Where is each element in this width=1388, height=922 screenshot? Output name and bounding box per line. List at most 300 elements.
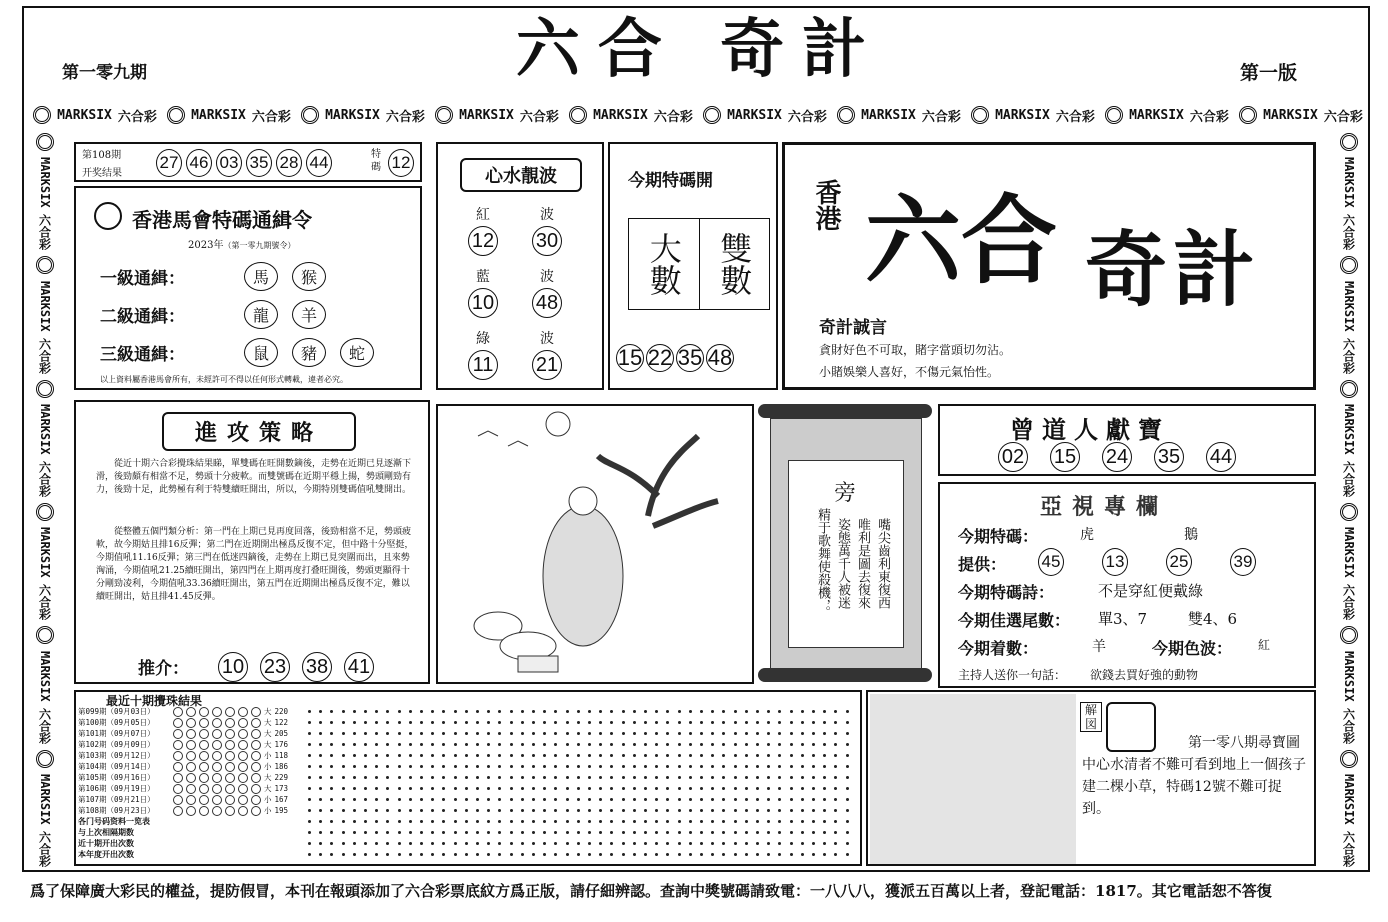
- grid-dot: [375, 853, 378, 856]
- grid-dot: [398, 732, 401, 735]
- grid-dot: [364, 831, 367, 834]
- grid-dot: [599, 831, 602, 834]
- grid-dot: [700, 732, 703, 735]
- puzzle-icon: [1106, 702, 1156, 752]
- grid-dot: [666, 809, 669, 812]
- grid-cell-icon: [212, 795, 222, 805]
- grid-dot: [689, 754, 692, 757]
- grid-dot: [431, 754, 434, 757]
- grid-size: 小: [264, 806, 272, 815]
- asia-label-5: 今期着數：: [958, 639, 1039, 658]
- grid-dot: [398, 787, 401, 790]
- grid-dot: [812, 776, 815, 779]
- puzzle-tag: 解図: [1080, 702, 1102, 732]
- grid-dot: [420, 754, 423, 757]
- grid-cell-icon: [251, 740, 261, 750]
- wave-label: 綠: [476, 331, 490, 347]
- grid-dot: [521, 787, 524, 790]
- band-cn: 六合彩: [37, 707, 52, 744]
- grid-row: [78, 750, 288, 761]
- grid-dot: [510, 732, 513, 735]
- band-item: [971, 106, 1095, 125]
- grid-cell-icon: [225, 751, 235, 761]
- grid-dot: [543, 732, 546, 735]
- grid-cell-icon: [199, 707, 209, 717]
- grid-dot: [745, 842, 748, 845]
- grid-dot: [442, 809, 445, 812]
- flower-icon: [167, 106, 185, 124]
- grid-dot: [398, 765, 401, 768]
- grid-dot: [566, 765, 569, 768]
- grid-dot: [375, 809, 378, 812]
- grid-dot: [801, 732, 804, 735]
- grid-dot: [409, 820, 412, 823]
- grid-dot: [700, 776, 703, 779]
- grid-dot: [420, 732, 423, 735]
- grid-dot: [364, 842, 367, 845]
- grid-dot: [655, 721, 658, 724]
- wanted-row: [100, 338, 374, 367]
- grid-dot: [498, 721, 501, 724]
- band-cn: 六合彩: [519, 109, 559, 125]
- flower-icon: [435, 106, 453, 124]
- grid-dot: [532, 831, 535, 834]
- grid-dot: [823, 765, 826, 768]
- grid-dot: [532, 765, 535, 768]
- result-number: 44: [306, 149, 332, 177]
- band-cn: 六合彩: [37, 584, 52, 621]
- grid-dot: [577, 732, 580, 735]
- grid-dot: [711, 831, 714, 834]
- grid-row: [78, 739, 288, 750]
- grid-dot: [487, 820, 490, 823]
- grid-dot: [588, 743, 591, 746]
- grid-dot: [801, 809, 804, 812]
- grid-dot: [510, 710, 513, 713]
- asia-label-1: 今期特碼：: [958, 527, 1039, 546]
- grid-dot: [319, 820, 322, 823]
- grid-dot: [588, 754, 591, 757]
- grid-dot: [722, 776, 725, 779]
- grid-dot: [711, 798, 714, 801]
- grid-cell-icon: [199, 718, 209, 728]
- grid-dot: [554, 842, 557, 845]
- grid-dot: [812, 732, 815, 735]
- grid-dot: [588, 831, 591, 834]
- grid-dot: [308, 721, 311, 724]
- grid-dot: [543, 809, 546, 812]
- grid-cell-icon: [251, 773, 261, 783]
- grid-row-label: 第106期（09月19日）: [78, 784, 155, 793]
- grid-dot: [790, 710, 793, 713]
- marksix-band-left: [28, 130, 62, 870]
- grid-cell-icon: [225, 707, 235, 717]
- flower-icon: [36, 503, 54, 521]
- wanted-note: 以上資料屬香港馬會所有，未經許可不得以任何形式轉載，違者必究。: [100, 375, 348, 384]
- grid-dot: [398, 743, 401, 746]
- grid-dot: [409, 798, 412, 801]
- grid-dot: [330, 743, 333, 746]
- grid-dot: [801, 820, 804, 823]
- asia-zodiac-2: 鵝: [1184, 527, 1198, 543]
- grid-dot: [554, 776, 557, 779]
- grid-dot: [487, 743, 490, 746]
- grid-dot: [666, 820, 669, 823]
- grid-dot: [622, 798, 625, 801]
- grid-dot: [330, 754, 333, 757]
- wanted-panel: [74, 186, 422, 390]
- wanted-year-text: 2023年: [188, 240, 224, 251]
- grid-dot: [532, 743, 535, 746]
- grid-dot: [678, 765, 681, 768]
- band-cn: 六合彩: [1341, 830, 1356, 867]
- flower-icon: [1340, 380, 1358, 398]
- grid-dot: [801, 787, 804, 790]
- band-cn: 六合彩: [921, 109, 961, 125]
- grid-dot: [734, 820, 737, 823]
- grid-dot: [476, 754, 479, 757]
- grid-dot: [420, 831, 423, 834]
- grid-dot: [454, 765, 457, 768]
- grid-dot: [678, 820, 681, 823]
- grid-cell-icon: [212, 707, 222, 717]
- grid-dot: [319, 787, 322, 790]
- grid-dot: [420, 776, 423, 779]
- grid-dot: [801, 754, 804, 757]
- dao-number: 44: [1206, 442, 1236, 472]
- grid-dot: [353, 754, 356, 757]
- grid-dot: [554, 765, 557, 768]
- grid-dot: [308, 853, 311, 856]
- grid-dot: [409, 809, 412, 812]
- puzzle-panel: [866, 690, 1316, 866]
- grid-dot: [442, 765, 445, 768]
- grid-size: 小: [264, 762, 272, 771]
- grid-dot: [342, 809, 345, 812]
- grid-dot: [566, 820, 569, 823]
- grid-sum: 122: [274, 718, 289, 727]
- grid-dot: [498, 853, 501, 856]
- grid-dot: [622, 787, 625, 790]
- grid-dot: [330, 853, 333, 856]
- band-latin: MARKSIX: [1342, 774, 1356, 825]
- grid-dot: [823, 776, 826, 779]
- scholar-goose-illustration: [438, 406, 752, 682]
- grid-cell-icon: [173, 718, 183, 728]
- grid-dot: [442, 732, 445, 735]
- grid-row: [78, 717, 288, 728]
- wanted-zodiac: 蛇: [340, 338, 374, 367]
- grid-dot: [756, 842, 759, 845]
- grid-dot: [420, 787, 423, 790]
- grid-dot: [319, 743, 322, 746]
- grid-cell-icon: [225, 784, 235, 794]
- flower-icon: [569, 106, 587, 124]
- band-item: [167, 106, 291, 125]
- grid-dot: [342, 721, 345, 724]
- dao-number: 35: [1154, 442, 1184, 472]
- grid-dot: [734, 842, 737, 845]
- grid-dot: [767, 710, 770, 713]
- grid-dot: [610, 787, 613, 790]
- grid-cell-icon: [186, 751, 196, 761]
- grid-dot: [353, 743, 356, 746]
- grid-dot: [823, 721, 826, 724]
- grid-cell-icon: [199, 784, 209, 794]
- grid-dot: [678, 831, 681, 834]
- grid-dot: [308, 820, 311, 823]
- grid-dot: [431, 809, 434, 812]
- grid-dot: [342, 831, 345, 834]
- grid-dot: [566, 809, 569, 812]
- grid-dot: [521, 721, 524, 724]
- grid-dot: [689, 721, 692, 724]
- grid-dot: [566, 743, 569, 746]
- scroll-poem: [814, 508, 890, 619]
- grid-dot: [834, 809, 837, 812]
- grid-cell-icon: [225, 795, 235, 805]
- grid-dot: [330, 831, 333, 834]
- band-cn: 六合彩: [1189, 109, 1229, 125]
- grid-dot: [566, 776, 569, 779]
- grid-dot: [790, 820, 793, 823]
- grid-dot: [633, 787, 636, 790]
- grid-dot: [409, 765, 412, 768]
- asia-label-2: 提供：: [958, 555, 1007, 574]
- grid-cell-icon: [238, 773, 248, 783]
- wave-label: 波: [540, 269, 554, 285]
- asia-poem: 不是穿紅便戴綠: [1098, 582, 1204, 600]
- grid-dot: [711, 842, 714, 845]
- grid-cell-icon: [186, 740, 196, 750]
- band-cn: 六合彩: [37, 460, 52, 497]
- grid-row-label: 第105期（09月16日）: [78, 773, 155, 782]
- wave-label: 波: [540, 207, 554, 223]
- grid-sum: 118: [274, 751, 289, 760]
- grid-dot: [689, 842, 692, 845]
- grid-dot: [554, 710, 557, 713]
- flower-icon: [1340, 256, 1358, 274]
- grid-dot: [577, 809, 580, 812]
- result-number: 27: [156, 149, 182, 177]
- grid-size: 大: [264, 784, 272, 793]
- grid-dot: [767, 820, 770, 823]
- grid-dot: [431, 842, 434, 845]
- grid-rows: [78, 706, 288, 816]
- grid-dot: [622, 776, 625, 779]
- grid-dot: [834, 721, 837, 724]
- grid-dot: [398, 710, 401, 713]
- grid-dot: [622, 743, 625, 746]
- grid-cell-icon: [199, 740, 209, 750]
- wave-label: 紅: [476, 207, 490, 223]
- grid-dot: [487, 809, 490, 812]
- grid-dot: [442, 776, 445, 779]
- grid-dot: [834, 743, 837, 746]
- grid-dot: [846, 721, 849, 724]
- grid-dot: [812, 820, 815, 823]
- grid-dot: [834, 754, 837, 757]
- grid-dot: [812, 853, 815, 856]
- grid-dot: [375, 732, 378, 735]
- grid-size: 大: [264, 773, 272, 782]
- results-numbers: [156, 149, 332, 177]
- grid-dot: [711, 809, 714, 812]
- grid-cell-icon: [225, 729, 235, 739]
- grid-dot: [465, 776, 468, 779]
- grid-dot: [386, 754, 389, 757]
- grid-cell-icon: [199, 806, 209, 816]
- grid-dot: [521, 776, 524, 779]
- grid-row: [78, 761, 288, 772]
- grid-cell-icon: [173, 773, 183, 783]
- band-latin: MARKSIX: [57, 107, 112, 123]
- grid-dot: [386, 721, 389, 724]
- grid-dot: [442, 798, 445, 801]
- waves-title: 心水靚波: [460, 158, 582, 192]
- grid-dot: [834, 787, 837, 790]
- grid-dot: [711, 787, 714, 790]
- scroll-poem-column: 嘴尖齒利東復西: [875, 517, 890, 609]
- grid-dot: [521, 853, 524, 856]
- grid-dot: [722, 809, 725, 812]
- grid-dot: [790, 787, 793, 790]
- grid-dot: [498, 732, 501, 735]
- grid-dot: [700, 710, 703, 713]
- grid-dot: [756, 798, 759, 801]
- grid-dot: [342, 776, 345, 779]
- grid-dot: [745, 743, 748, 746]
- grid-dot: [476, 743, 479, 746]
- grid-dot: [666, 842, 669, 845]
- grid-dot: [342, 787, 345, 790]
- grid-dot: [745, 765, 748, 768]
- grid-row-label: 第107期（09月21日）: [78, 795, 155, 804]
- grid-dot: [756, 776, 759, 779]
- grid-dot: [823, 831, 826, 834]
- grid-dot: [532, 798, 535, 801]
- grid-dot: [308, 743, 311, 746]
- band-latin: MARKSIX: [38, 774, 52, 825]
- grid-dot: [554, 754, 557, 757]
- grid-dot: [588, 710, 591, 713]
- grid-dot: [353, 721, 356, 724]
- grid-dot: [465, 787, 468, 790]
- grid-dot: [644, 853, 647, 856]
- grid-dot: [510, 820, 513, 823]
- grid-dot: [767, 809, 770, 812]
- asia-zodiac-1: 虎: [1080, 527, 1094, 543]
- grid-dot: [431, 776, 434, 779]
- grid-dot: [734, 721, 737, 724]
- grid-dot: [599, 754, 602, 757]
- grid-dot: [823, 798, 826, 801]
- grid-dot: [487, 776, 490, 779]
- grid-dot: [711, 721, 714, 724]
- grid-dot: [442, 820, 445, 823]
- grid-dot: [734, 853, 737, 856]
- grid-dot: [319, 721, 322, 724]
- grid-dot: [375, 820, 378, 823]
- grid-cell-icon: [238, 740, 248, 750]
- grid-dot: [689, 732, 692, 735]
- grid-dot: [454, 787, 457, 790]
- grid-dot: [610, 831, 613, 834]
- band-item: [569, 106, 693, 125]
- grid-dot: [655, 820, 658, 823]
- grid-dot: [700, 853, 703, 856]
- grid-dot: [633, 765, 636, 768]
- grid-dot: [666, 831, 669, 834]
- grid-cell-icon: [212, 718, 222, 728]
- grid-dot: [778, 743, 781, 746]
- band-cn: 六合彩: [37, 337, 52, 374]
- grid-dot: [644, 710, 647, 713]
- grid-dot: [711, 853, 714, 856]
- grid-dot: [386, 842, 389, 845]
- grid-dot: [655, 787, 658, 790]
- grid-dot: [566, 831, 569, 834]
- grid-sum: 173: [274, 784, 289, 793]
- scroll-rod-top: [758, 404, 932, 418]
- grid-dot: [476, 820, 479, 823]
- grid-dot: [454, 721, 457, 724]
- grid-dot: [655, 743, 658, 746]
- grid-dot: [521, 743, 524, 746]
- grid-dot: [588, 798, 591, 801]
- grid-row-label: 第099期（09月03日）: [78, 707, 155, 716]
- grid-dot: [722, 721, 725, 724]
- grid-dot: [386, 853, 389, 856]
- grid-cell-icon: [186, 729, 196, 739]
- grid-dot: [778, 809, 781, 812]
- grid-dot: [398, 820, 401, 823]
- grid-cell-icon: [212, 784, 222, 794]
- grid-dot: [409, 754, 412, 757]
- grid-dot: [308, 842, 311, 845]
- grid-cell-icon: [173, 751, 183, 761]
- marksix-band-top: [28, 98, 1368, 132]
- grid-dot: [521, 809, 524, 812]
- scroll-panel: [758, 404, 932, 684]
- grid-dot: [342, 710, 345, 713]
- grid-dot: [610, 853, 613, 856]
- grid-dot: [487, 831, 490, 834]
- grid-dot: [722, 853, 725, 856]
- grid-dot: [577, 754, 580, 757]
- grid-cell-icon: [238, 729, 248, 739]
- grid-dot: [319, 754, 322, 757]
- asia-odd-tail: 單3、7: [1098, 610, 1148, 628]
- grid-dot: [409, 743, 412, 746]
- grid-cell-icon: [212, 773, 222, 783]
- grid-dot: [454, 842, 457, 845]
- grid-dot: [386, 809, 389, 812]
- grid-cell-icon: [238, 806, 248, 816]
- grid-row-label: 第104期（09月14日）: [78, 762, 155, 771]
- grid-dot: [846, 798, 849, 801]
- grid-dot: [823, 754, 826, 757]
- grid-dot: [678, 721, 681, 724]
- grid-dot: [599, 842, 602, 845]
- grid-dot: [420, 721, 423, 724]
- grid-dot: [834, 831, 837, 834]
- wanted-row-label: 一級通緝：: [100, 269, 185, 289]
- grid-dot: [476, 831, 479, 834]
- grid-footer-label: 各门号码资料一览表: [78, 817, 150, 826]
- grid-dot: [487, 853, 490, 856]
- band-item: [33, 106, 157, 125]
